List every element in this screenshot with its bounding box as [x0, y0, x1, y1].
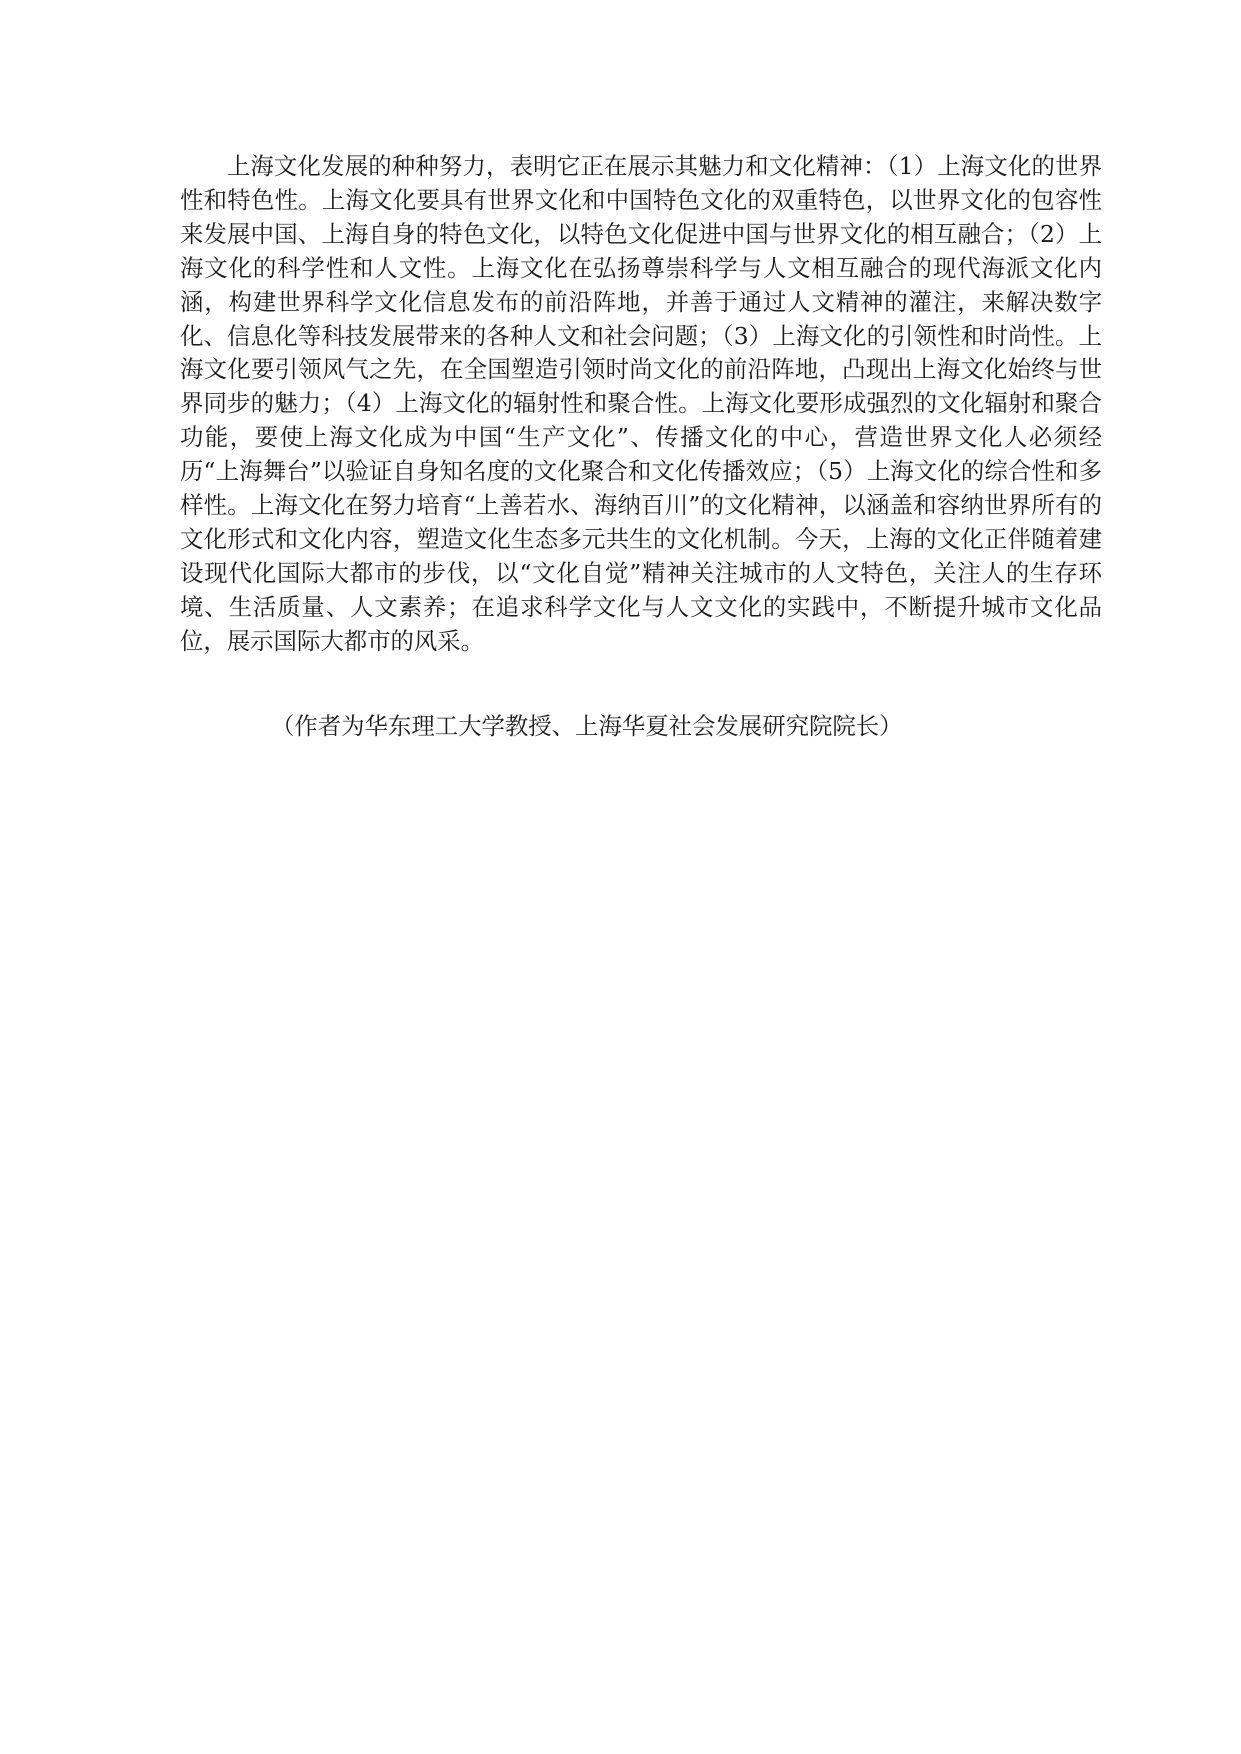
article-paragraph: 上海文化发展的种种努力，表明它正在展示其魅力和文化精神：（1）上海文化的世界性和特色性。上海文化要具有世界文化和中国特色文化的双重特色，以世界文化的包容性来发展中国、上海自身的特色文化，以特色文化促进中国与世界文化的相互融合；（2）上海文化的科学性和人文性。上海文化在弘扬尊崇科学与人文相互融合的现代海派文化内涵，构建世界科学文化信息发布的前沿阵地，并善于通过人文精神的灌注，来解决数字化、信息化等科技发展带来的各种人文和社会问题；（3）上海文化的引领性和时尚性。上海文化要引领风气之先，在全国塑造引领时尚文化的前沿阵地，凸现出上海文化始终与世界同步的魅力；（4）上海文化的辐射性和聚合性。上海文化要形成强烈的文化辐射和聚合功能，要使上海文化成为中国“生产文化”、传播文化的中心，营造世界文化人必须经历“上海舞台”以验证自身知名度的文化聚合和文化传播效应；（5）上海文化的综合性和多样性。上海文化在努力培育“上善若水、海纳百川”的文化精神，以涵盖和容纳世界所有的文化形式和文化内容，塑造文化生态多元共生的文化机制。今天，上海的文化正伴随着建设现代化国际大都市的步伐，以“文化自觉”精神关注城市的人文特色，关注人的生存环境、生活质量、人文素养；在追求科学文化与人文文化的实践中，不断提升城市文化品位，展示国际大都市的风采。 [180, 152, 1102, 655]
author-note: （作者为华东理工大学教授、上海华夏社会发展研究院院长） [271, 712, 903, 740]
